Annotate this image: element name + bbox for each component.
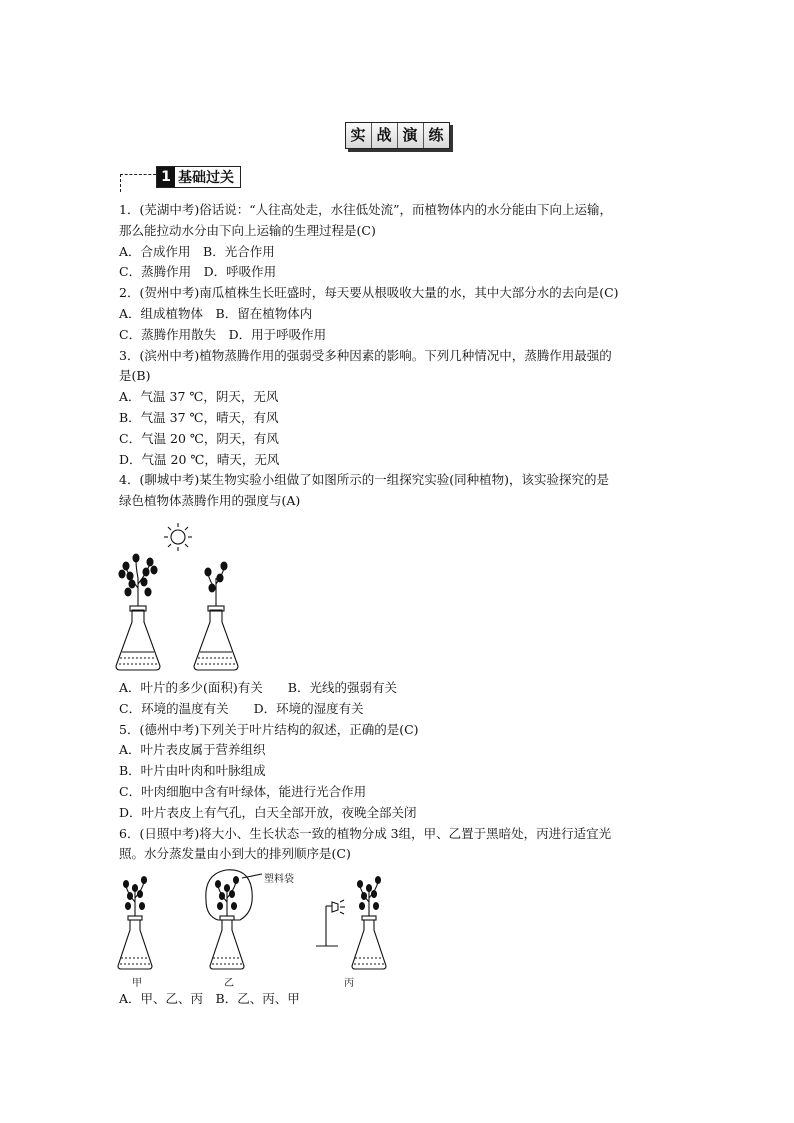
option-line: C．蒸腾作用 D．呼吸作用 bbox=[119, 264, 277, 280]
dashed-divider bbox=[120, 174, 121, 192]
lamp-icon bbox=[316, 900, 345, 946]
figure-three-groups bbox=[112, 866, 402, 990]
question-line: 照。水分蒸发量由小到大的排列顺序是(C) bbox=[119, 846, 351, 862]
option-line: D．叶片表皮上有气孔，白天全部开放，夜晚全部关闭 bbox=[119, 804, 417, 820]
question-line: 绿色植物体蒸腾作用的强度与(A) bbox=[119, 493, 301, 509]
question-line: 4．(聊城中考)某生物实验小组做了如图所示的一组探究实验(同种植物)，该实验探究的是 bbox=[119, 472, 609, 488]
section-label: 基础过关 bbox=[178, 170, 234, 186]
flask-few-leaves bbox=[194, 562, 238, 670]
flask-figure bbox=[112, 518, 262, 674]
question-line: 2．(贺州中考)南瓜植株生长旺盛时，每天要从根吸收大量的水，其中大部分水的去向是(C) bbox=[119, 285, 619, 301]
group-label-jia: 甲 bbox=[132, 978, 142, 989]
option-line: A．叶片表皮属于营养组织 bbox=[119, 742, 266, 758]
option-line: C．气温 20 ℃，阴天，有风 bbox=[119, 430, 279, 446]
question-line: 1．(芜湖中考)俗话说：“人往高处走，水往低处流”，而植物体内的水分能由下向上运输， bbox=[119, 202, 612, 217]
option-line: D．气温 20 ℃，晴天，无风 bbox=[119, 451, 280, 467]
title-char: 实 bbox=[346, 123, 372, 148]
title-char: 练 bbox=[424, 123, 449, 148]
question-line: 6．(日照中考)将大小、生长状态一致的植物分成 3组，甲、乙置于黑暗处，丙进行适宜光 bbox=[119, 825, 612, 841]
bag-label: 塑料袋 bbox=[264, 874, 294, 885]
question-line: 那么能拉动水分由下向上运输的生理过程是(C) bbox=[119, 222, 376, 238]
option-line: A．组成植物体 B．留在植物体内 bbox=[119, 305, 313, 321]
flask-yi bbox=[206, 870, 262, 969]
question-line: 3．(滨州中考)植物蒸腾作用的强弱受多种因素的影响。下列几种情况中，蒸腾作用最强的 bbox=[119, 347, 612, 363]
question-line: 是(B) bbox=[119, 368, 151, 384]
option-line: A．气温 37 ℃，阴天，无风 bbox=[119, 389, 279, 405]
group-label-yi: 乙 bbox=[224, 978, 234, 989]
option-line: C．蒸腾作用散失 D．用于呼吸作用 bbox=[119, 326, 327, 342]
flask-many-leaves bbox=[116, 554, 160, 670]
flask-jia bbox=[118, 877, 152, 970]
section-tag bbox=[156, 166, 241, 188]
three-flask-figure bbox=[112, 866, 402, 974]
section-header bbox=[120, 166, 270, 192]
option-line: B．气温 37 ℃，晴天，有风 bbox=[119, 409, 279, 425]
question-line: 5．(德州中考)下列关于叶片结构的叙述，正确的是(C) bbox=[119, 721, 419, 737]
title-banner bbox=[0, 122, 794, 149]
flask-bing bbox=[352, 877, 386, 970]
option-line: C．叶肉细胞中含有叶绿体，能进行光合作用 bbox=[119, 783, 367, 799]
title-char: 演 bbox=[398, 123, 424, 148]
title-char: 战 bbox=[372, 123, 398, 148]
option-line: B．叶片由叶肉和叶脉组成 bbox=[119, 763, 266, 779]
group-label-bing: 丙 bbox=[344, 978, 354, 989]
option-line: A．甲、乙、丙 B．乙、丙、甲 bbox=[119, 991, 300, 1007]
title-box bbox=[345, 122, 450, 149]
figure-transpiration-leaves bbox=[112, 518, 262, 674]
sun-icon bbox=[164, 523, 192, 551]
option-line: C．环境的温度有关 D．环境的湿度有关 bbox=[119, 700, 364, 716]
section-number: 1 bbox=[157, 167, 175, 187]
dashed-divider bbox=[120, 174, 156, 175]
option-line: A．叶片的多少(面积)有关 B．光线的强弱有关 bbox=[119, 679, 397, 695]
option-line: A．合成作用 B．光合作用 bbox=[119, 243, 275, 259]
